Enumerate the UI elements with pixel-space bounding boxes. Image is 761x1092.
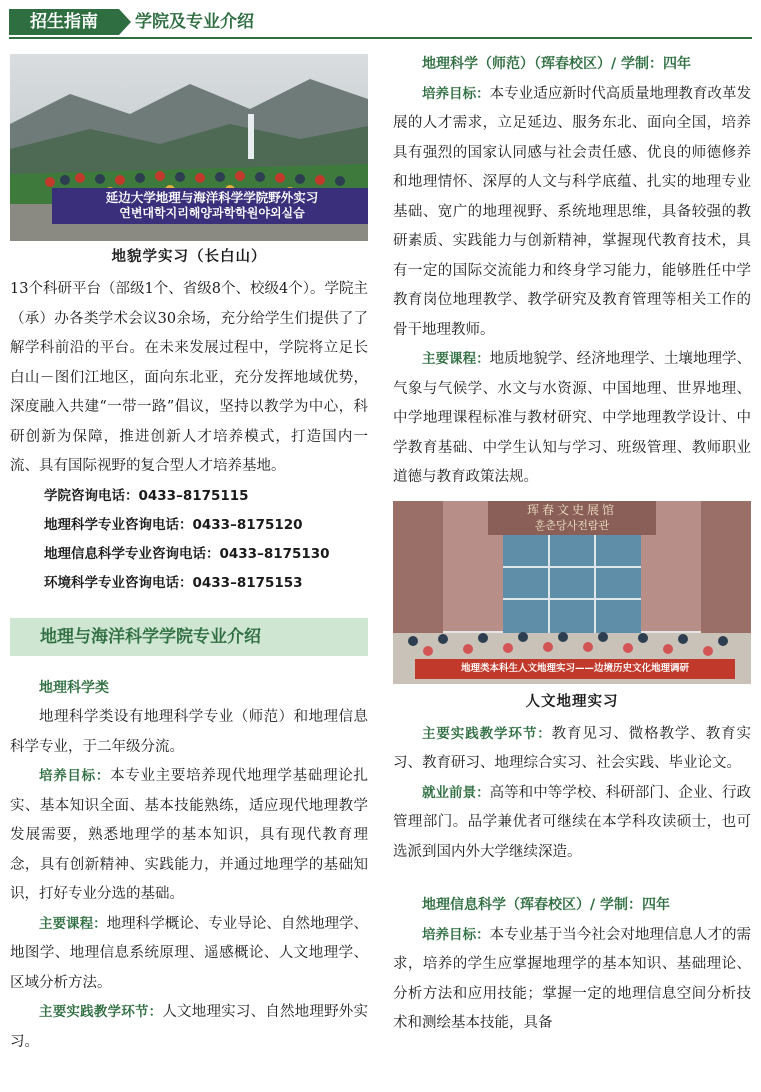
course-label: 主要课程： (39, 915, 107, 932)
major1-course-paragraph (393, 345, 751, 493)
hunchun-photo-caption: 人文地理实习 (525, 692, 619, 710)
major1-goal-label: 培养目标： (422, 85, 490, 102)
header-tag: 招生指南 (9, 9, 119, 35)
major1-goal-paragraph (393, 80, 751, 346)
contact-gis: 地理信息科学专业咨询电话：0433–8175130 (44, 545, 330, 562)
right-column (393, 50, 751, 1039)
career-text: 高等和中等学校、科研部门、企业、行政管理部门。品学兼优者可继续在本学科攻读硕士，也可选派到国内外大学继续深造。 (393, 784, 752, 860)
major1-practice-paragraph (393, 720, 751, 779)
goal-label: 培养目标： (39, 768, 111, 784)
changbai-photo-caption: 地貌学实习（长白山） (111, 248, 267, 265)
major2-goal-paragraph (393, 921, 751, 1039)
header-arrow-icon (119, 9, 131, 35)
spacer (393, 867, 751, 891)
major1-practice-label: 主要实践教学环节： (422, 725, 552, 742)
goal-paragraph (10, 762, 368, 910)
course-paragraph (10, 910, 368, 999)
major2-goal-label: 培养目标： (422, 926, 490, 943)
major1-course-text: 地质地貌学、经济地理学、土壤地理学、气象与气候学、水文与水资源、中国地理、世界地理、中学地理课程标准与教材研究、中学地理教学设计、中学教育基础、中学生认知与学习、班级管理、教师职业道德与教育政策法规。 (393, 351, 752, 485)
contact-college: 学院咨询电话：0433–8175115 (44, 487, 249, 504)
major2-goal-text: 本专业基于当今社会对地理信息人才的需求，培养的学生应掌握地理学的基本知识、基础理论、分析方法和应用技能；掌握一定的地理信息空间分析技术和测绘基本技能，具备 (393, 926, 752, 1031)
major1-practice-text: 教育见习、微格教学、教育实习、教育研习、地理综合实习、社会实践、毕业论文。 (393, 725, 752, 771)
major2-title: 地理信息科学（珲春校区）/ 学制：四年 (422, 897, 670, 913)
section-title: 地理与海洋科学学院专业介绍 (10, 618, 368, 656)
course-text: 地理科学概论、专业导论、自然地理学、地图学、地理信息系统原理、遥感概论、人文地理学、区域分析方法。 (10, 915, 369, 991)
contact-list (10, 482, 368, 598)
hunchun-photo (393, 501, 751, 684)
page-header (0, 0, 761, 42)
changbai-banner-line2: 연변대학지리해양과학학원야외실습 (119, 206, 305, 220)
major1-goal-text: 本专业适应新时代高质量地理教育改革发展的人才需求，立足延边、服务东北、面向全国，培养具有强烈的国家认同感与社会责任感、优良的师德修养和地理情怀、深厚的人文与科学底蕴、扎实的地理专业基础、宽广的地理视野、系统地理思维，具备较强的教研素质、实践能力与创新精神，掌握现代教育技术，具有一定的国际交流能力和终身学习能力，能够胜任中学教育岗位地理教学、教学研究及教育管理等相关工作的骨干地理教师。 (393, 85, 752, 338)
category-title: 地理科学类 (39, 679, 109, 696)
practice-paragraph (10, 998, 368, 1057)
header-rule (9, 37, 752, 39)
changbai-banner-line1: 延边大学地理与海洋科学学院野外实习 (105, 190, 319, 205)
hunchun-sign-line1: 珲春文史展馆 (526, 502, 617, 517)
hunchun-sign-line2: 훈춘당사전람관 (534, 518, 610, 532)
major1-title: 地理科学（师范）（珲春校区）/ 学制：四年 (422, 56, 691, 72)
career-paragraph (393, 779, 751, 868)
major1-course-label: 主要课程： (422, 351, 490, 367)
practice-label: 主要实践教学环节： (39, 1004, 163, 1020)
intro-paragraph: 13个科研平台（部级1个、省级8个、校级4个）。学院主（承）办各类学术会议30余场，充分给学生们提供了了解学科前沿的平台。在未来发展过程中，学院将立足长白山－图们江地区，面向东北亚，充分发挥地域优势，深度融入共建“一带一路”倡议，坚持以教学为中心，科研创新为保障，推进创新人才培养模式，打造国内一流、具有国际视野的复合型人才培养基地。 (10, 281, 368, 474)
left-column (10, 54, 368, 1057)
hunchun-banner-text: 地理类本科生人文地理实习——边境历史文化地理调研 (460, 662, 689, 674)
category-desc: 地理科学类设有地理科学专业（师范）和地理信息科学专业，于二年级分流。 (10, 709, 368, 755)
career-label: 就业前景： (422, 784, 490, 801)
goal-text: 本专业主要培养现代地理学基础理论扎实、基本知识全面、基本技能熟练，适应现代地理教学发展需要，熟悉地理学的基本知识，具有现代教育理念，具有创新精神、实践能力，并通过地理学的基础知识，打好专业分选的基础。 (10, 768, 369, 902)
header-title: 学院及专业介绍 (135, 12, 254, 32)
practice-text: 人文地理实习、自然地理野外实习。 (10, 1004, 369, 1050)
changbai-photo (10, 54, 368, 241)
contact-geography: 地理科学专业咨询电话：0433–8175120 (44, 516, 303, 533)
contact-environment: 环境科学专业咨询电话：0433–8175153 (44, 574, 303, 591)
